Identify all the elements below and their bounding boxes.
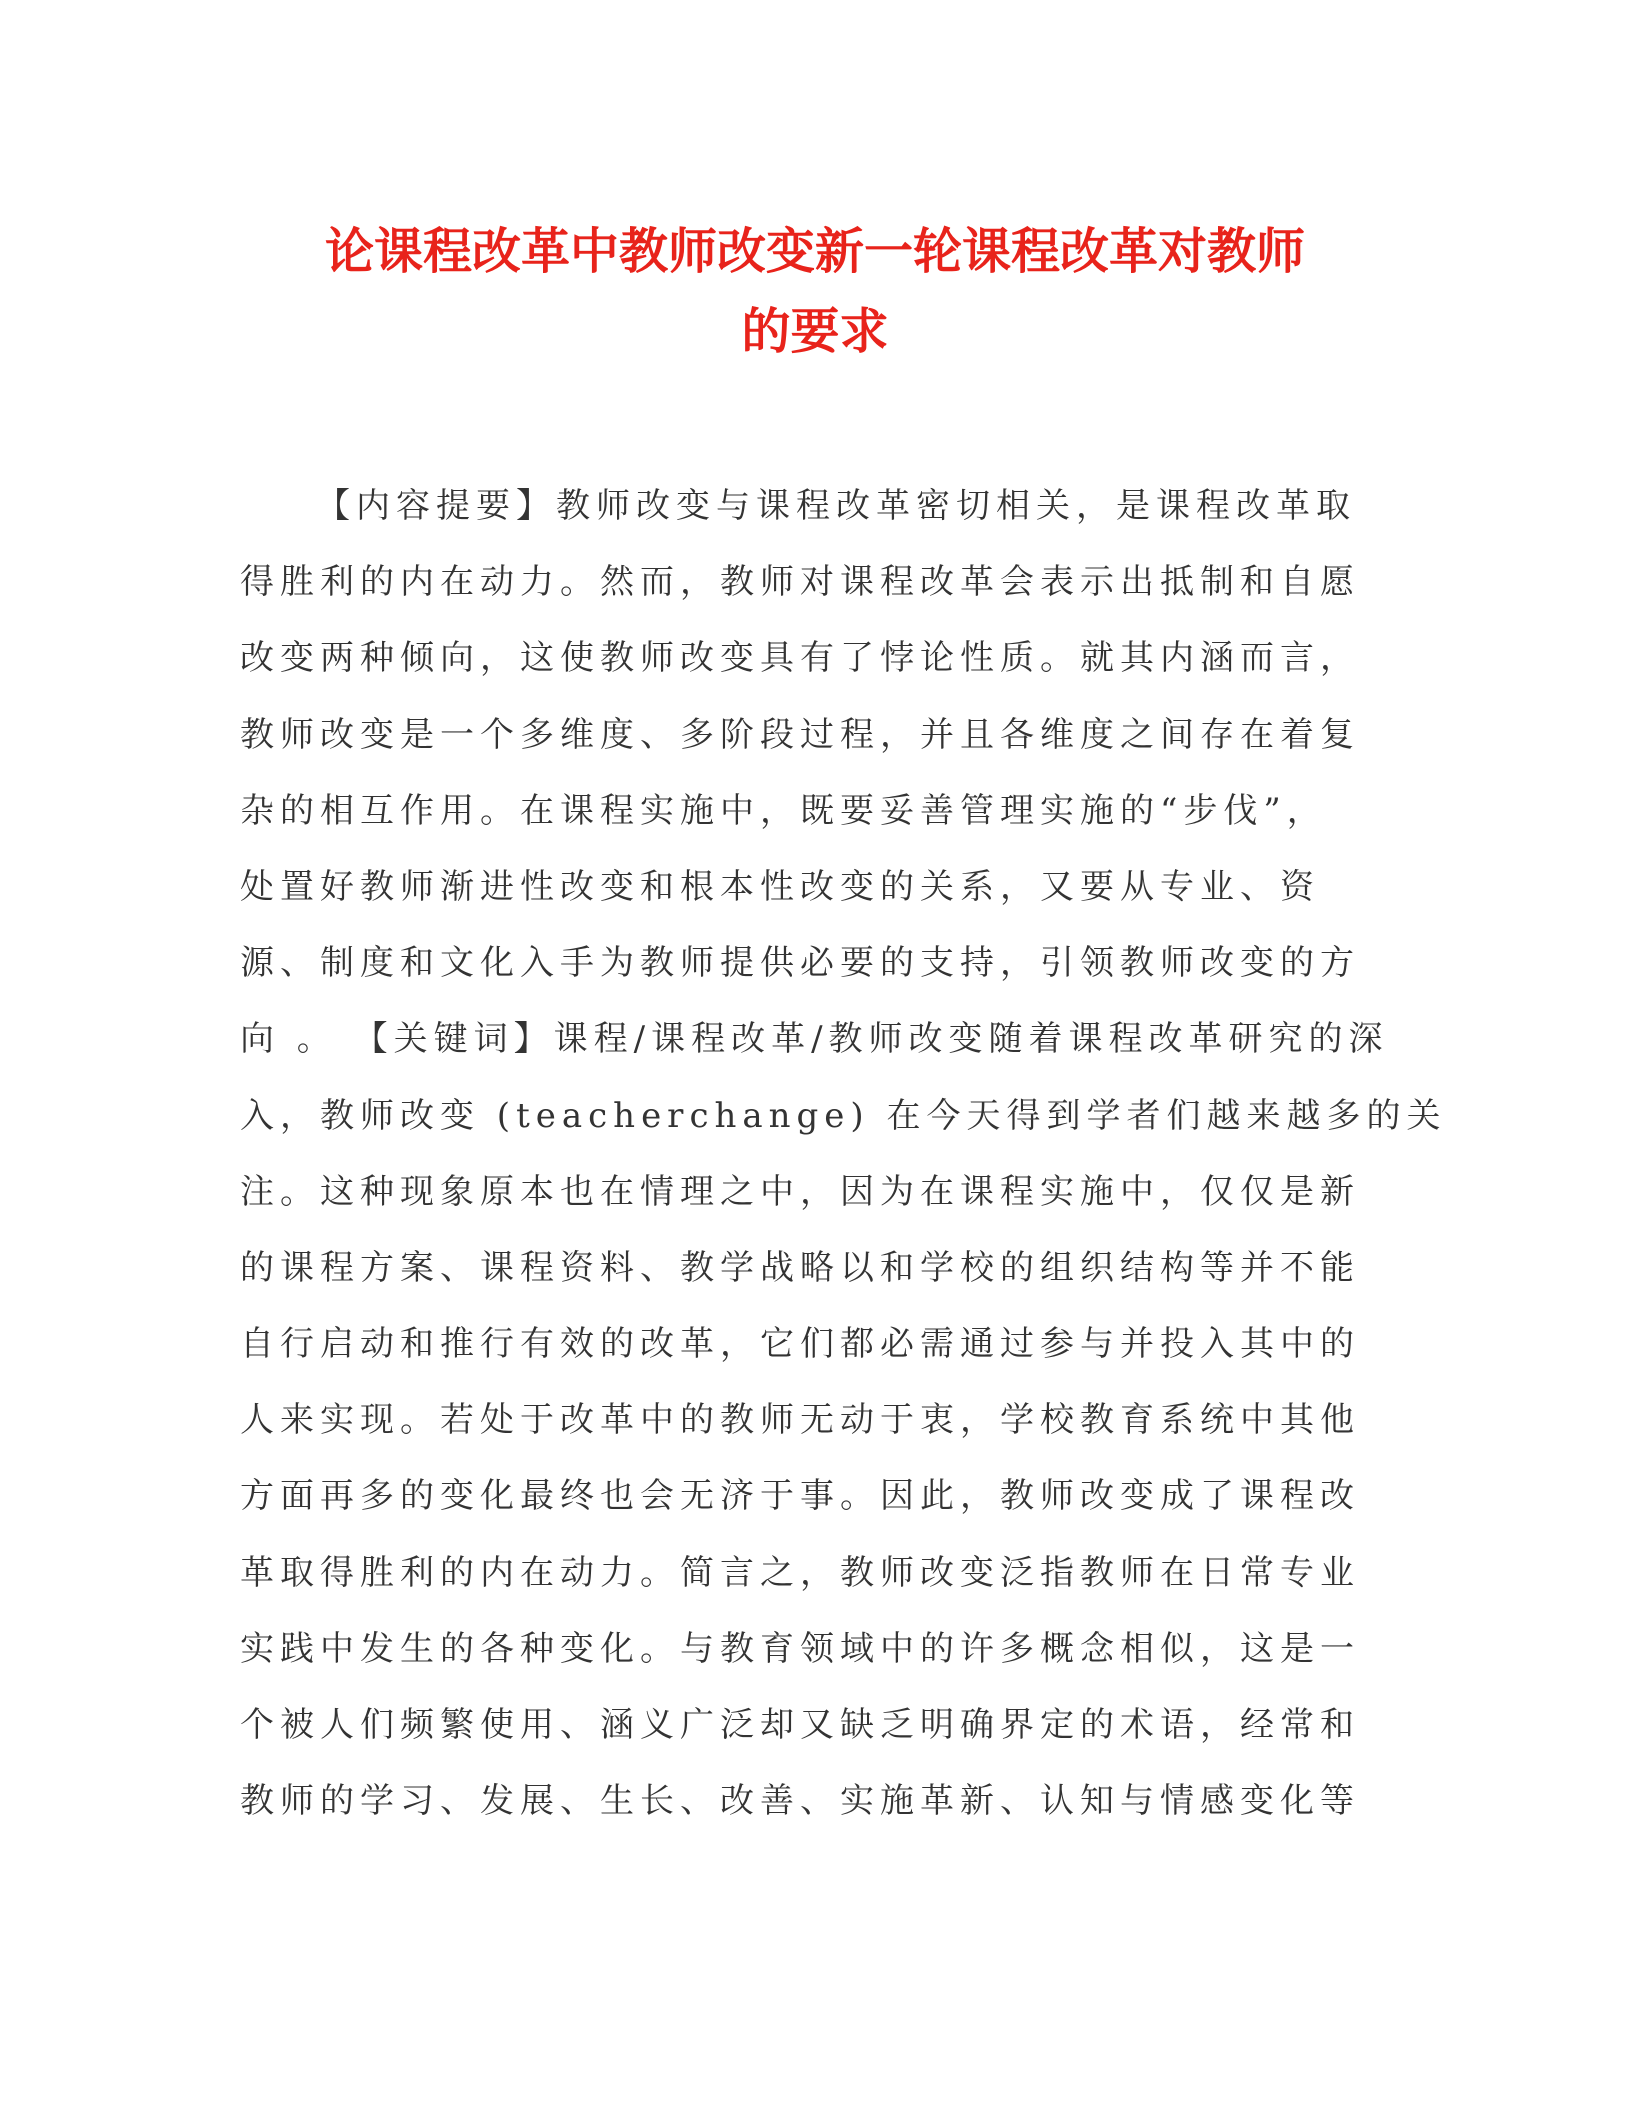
body-line: 方面再多的变化最终也会无济于事。因此，教师改变成了课程改: [240, 1476, 1360, 1517]
body-line: 个被人们频繁使用、涵义广泛却又缺乏明确界定的术语，经常和: [240, 1705, 1360, 1745]
body-line: 自行启动和推行有效的改革，它们都必需通过参与并投入其中的: [240, 1324, 1360, 1365]
body-line: 改变两种倾向，这使教师改变具有了悖论性质。就其内涵而言，: [240, 638, 1360, 679]
body-line: 教师的学习、发展、生长、改善、实施革新、认知与情感变化等: [240, 1781, 1360, 1822]
body-line: 向 。 【关键词】课程/课程改革/教师改变随着课程改革研究的深: [240, 1019, 1389, 1060]
body-line: 教师改变是一个多维度、多阶段过程，并且各维度之间存在着复: [240, 714, 1360, 755]
body-line: 人来实现。若处于改革中的教师无动于衷，学校教育系统中其他: [240, 1400, 1360, 1441]
title-line: 的要求: [741, 303, 889, 360]
body-line: 革取得胜利的内在动力。简言之，教师改变泛指教师在日常专业: [240, 1552, 1360, 1593]
body-line: 杂的相互作用。在课程实施中，既要妥善管理实施的“步伐”，: [240, 790, 1327, 831]
body-line: 的课程方案、课程资料、教学战略以和学校的组织结构等并不能: [240, 1247, 1360, 1288]
document-body: [240, 468, 1447, 1839]
body-line: 得胜利的内在动力。然而，教师对课程改革会表示出抵制和自愿: [240, 562, 1360, 603]
body-line: 处置好教师渐进性改变和根本性改变的关系，又要从专业、资: [240, 866, 1320, 907]
body-line: 【内容提要】教师改变与课程改革密切相关，是课程改革取: [316, 486, 1356, 526]
body-line: 源、制度和文化入手为教师提供必要的支持，引领教师改变的方: [240, 943, 1360, 984]
body-line: 实践中发生的各种变化。与教育领域中的许多概念相似，这是一: [240, 1628, 1360, 1669]
document-title: [240, 212, 1390, 372]
body-line: 入，教师改变 (teacherchange) 在今天得到学者们越来越多的关: [240, 1095, 1447, 1136]
body-line: 注。这种现象原本也在情理之中，因为在课程实施中，仅仅是新: [240, 1171, 1360, 1212]
title-line: 论课程改革中教师改变新一轮课程改革对教师: [324, 223, 1305, 280]
